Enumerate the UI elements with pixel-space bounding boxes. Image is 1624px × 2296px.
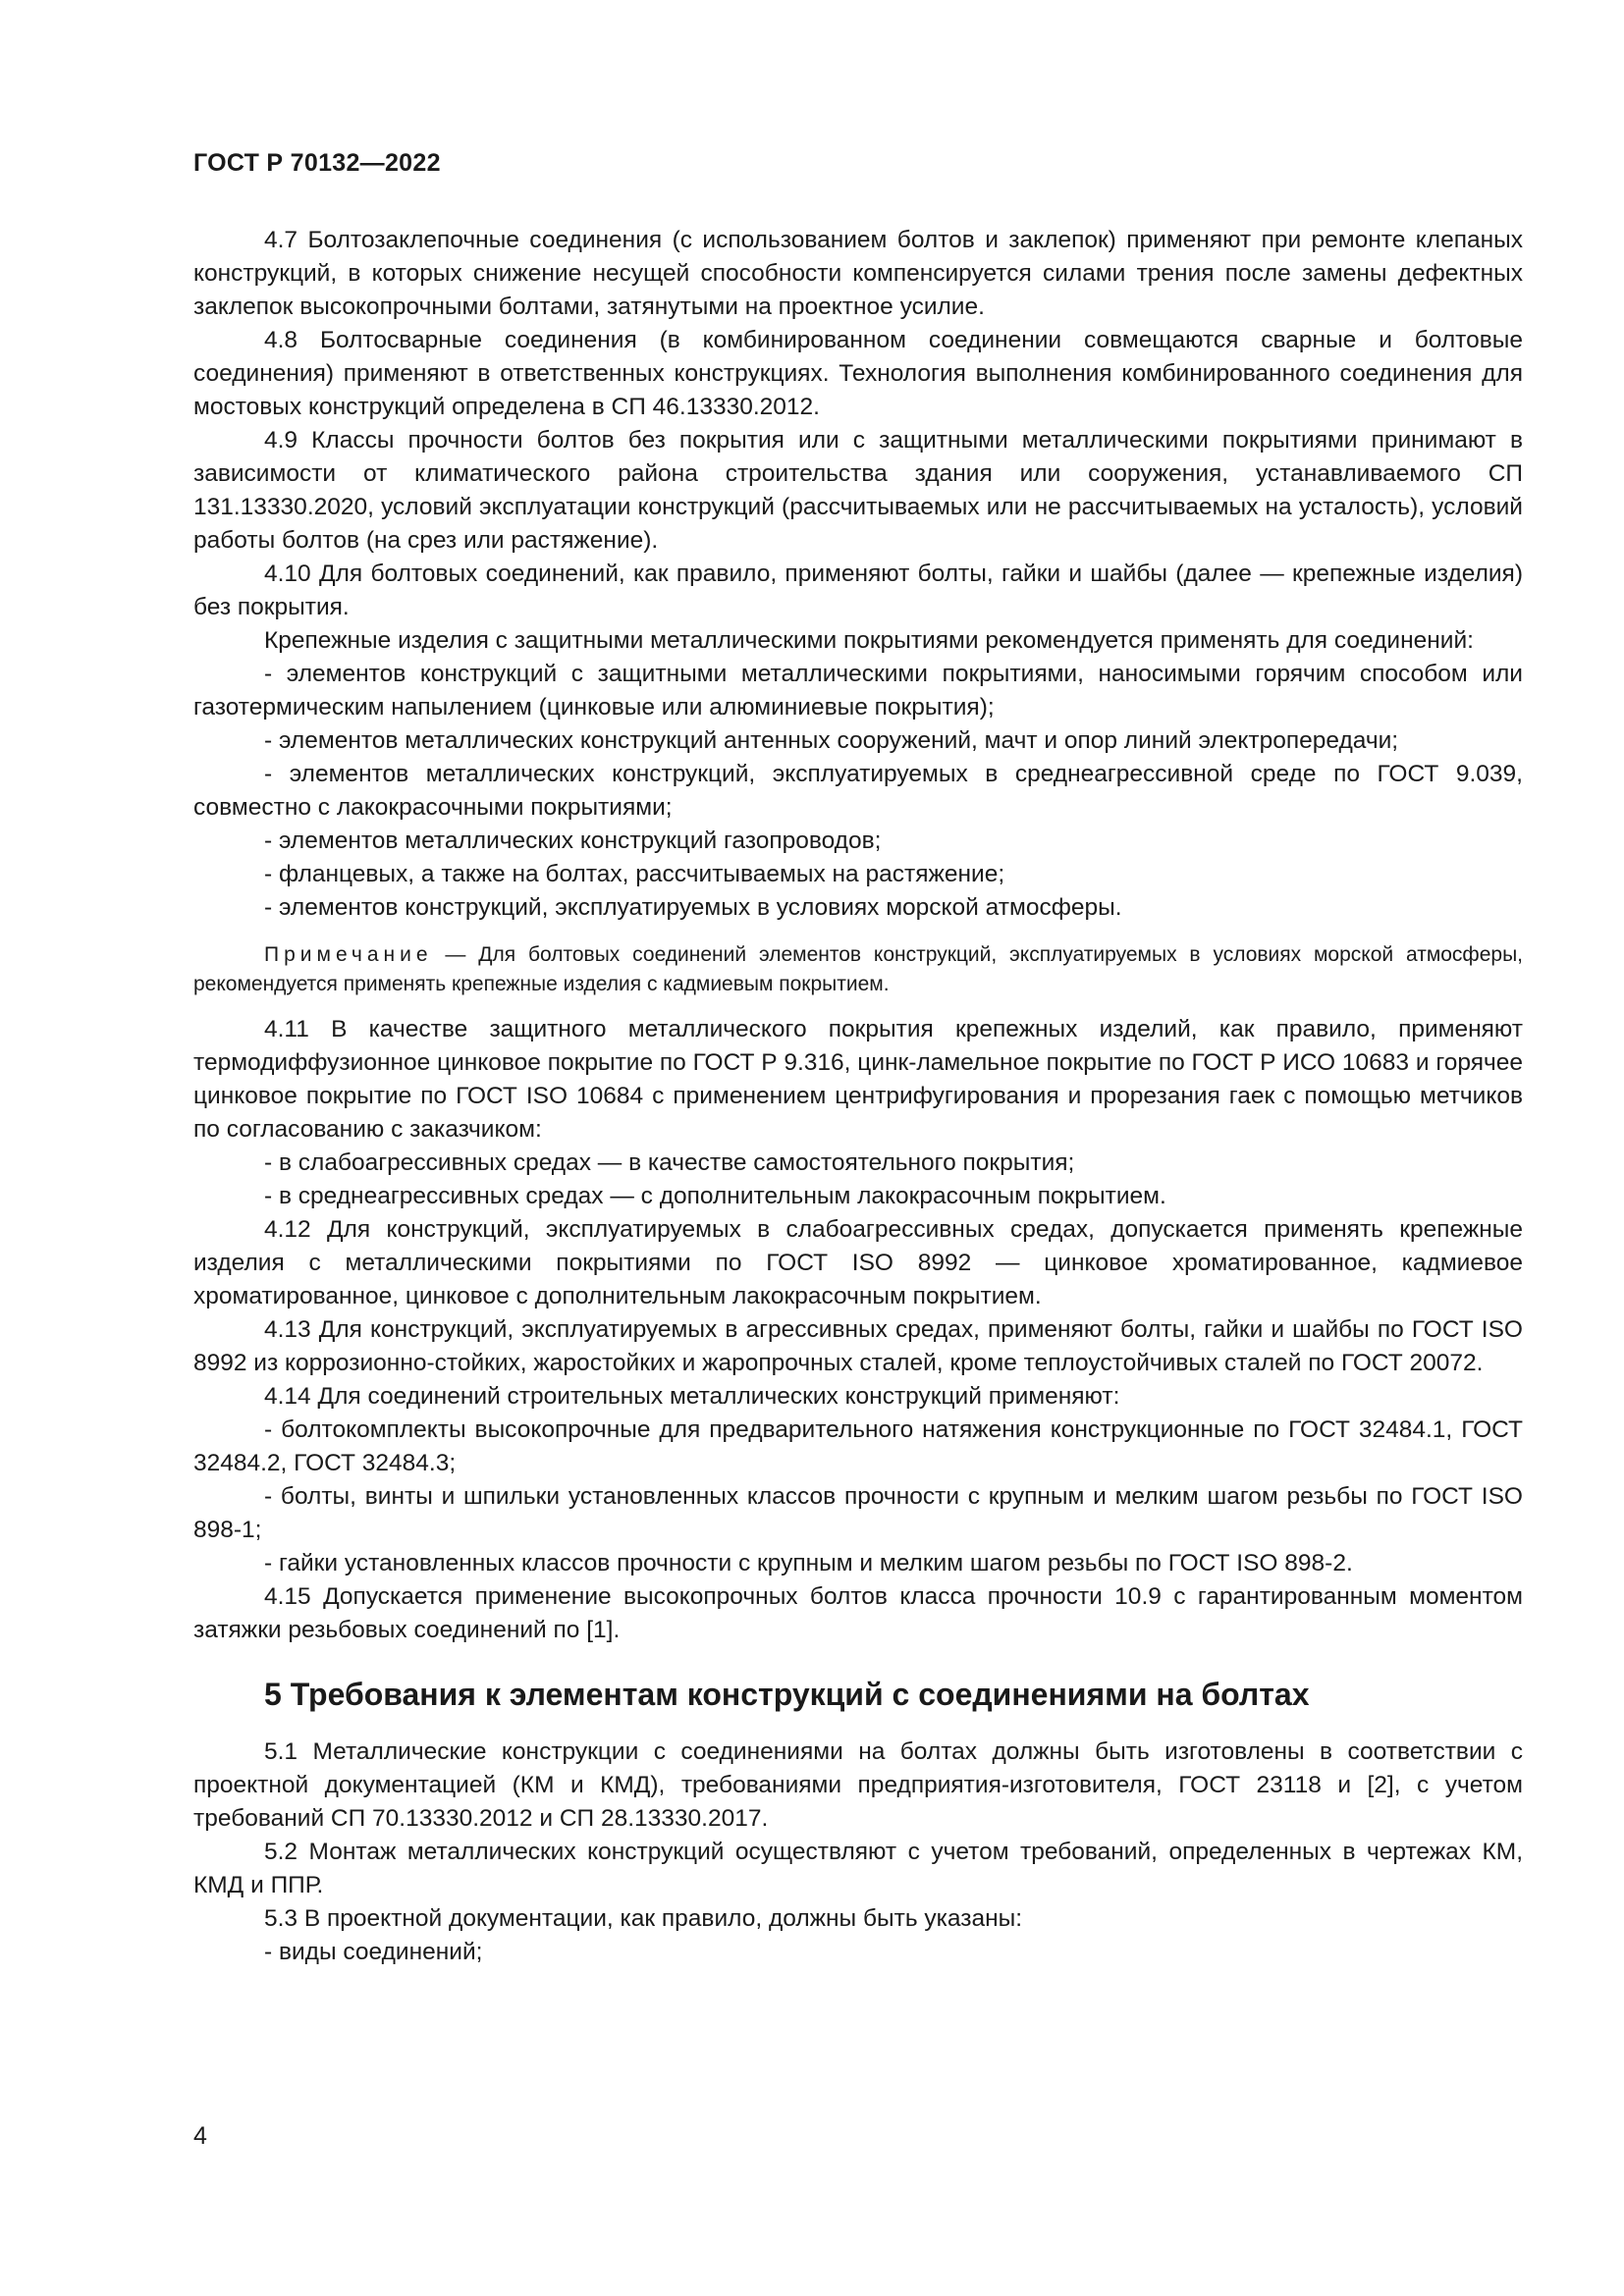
note [193,940,1523,999]
list-item: - болтокомплекты высокопрочные для предварительного натяжения конструкционные по ГОСТ 32484.1, ГОСТ 32484.2, ГОСТ 32484.3; [193,1416,1523,1476]
list-item: - в слабоагрессивных средах — в качестве самостоятельного покрытия; [264,1149,1075,1176]
list-item: - элементов металлических конструкций газопроводов; [264,828,882,854]
paragraph-4-12: 4.12 Для конструкций, эксплуатируемых в слабоагрессивных средах, допускается применять крепежные изделия с металлическими покрытиями по ГОСТ ISO 8992 — цинковое хроматированное, кадмиевое хроматированное, цинковое с дополнительным лакокрасочным покрытием. [193,1216,1523,1309]
paragraph-4-11: 4.11 В качестве защитного металлического покрытия крепежных изделий, как правило, применяют термодиффузионное цинковое покрытие по ГОСТ Р 9.316, цинк-ламельное покрытие по ГОСТ Р ИСО 10683 и горячее цинковое покрытие по ГОСТ ISO 10684 с применением центрифугирования и прорезания гаек с помощью метчиков по согласованию с заказчиком: [193,1016,1523,1143]
paragraph-4-9: 4.9 Классы прочности болтов без покрытия или с защитными металлическими покрытиями принимают в зависимости от климатического района строительства здания или сооружения, устанавливаемого СП 131.13330.2020, условий эксплуатации конструкций (рассчитываемых или не рассчитываемых на усталость), условий работы болтов (на срез или растяжение). [193,427,1523,554]
paragraph-4-15: 4.15 Допускается применение высокопрочных болтов класса прочности 10.9 с гарантированным моментом затяжки резьбовых соединений по [1]. [193,1583,1523,1643]
section-5-title: 5 Требования к элементам конструкций с соединениями на болтах [264,1677,1310,1712]
page-number: 4 [193,2122,207,2150]
list-item: - элементов конструкций с защитными металлическими покрытиями, наносимыми горячим способом или газотермическим напылением (цинковые или алюминиевые покрытия); [193,661,1523,721]
paragraph-4-14: 4.14 Для соединений строительных металлических конструкций применяют: [264,1383,1120,1410]
paragraph-5-2: 5.2 Монтаж металлических конструкций осуществляют с учетом требований, определенных в чертежах КМ, КМД и ППР. [193,1839,1523,1898]
document-header: ГОСТ Р 70132—2022 [193,149,441,177]
list-item: - элементов конструкций, эксплуатируемых в условиях морской атмосферы. [264,894,1122,921]
list-item: - болты, винты и шпильки установленных классов прочности с крупным и мелким шагом резьбы по ГОСТ ISO 898-1; [193,1483,1523,1543]
note-label: Примечание [264,943,433,966]
paragraph-4-10: 4.10 Для болтовых соединений, как правило, применяют болты, гайки и шайбы (далее — крепежные изделия) без покрытия. [193,561,1523,620]
paragraph-4-7: 4.7 Болтозаклепочные соединения (с использованием болтов и заклепок) применяют при ремонте клепаных конструкций, в которых снижение несущей способности компенсируется силами трения после замены дефектных заклепок высокопрочными болтами, затянутыми на проектное усилие. [193,227,1523,320]
list-item: - в среднеагрессивных средах — с дополнительным лакокрасочным покрытием. [264,1183,1166,1209]
list-item: - элементов металлических конструкций антенных сооружений, мачт и опор линий электропередачи; [264,727,1399,754]
paragraph-4-13: 4.13 Для конструкций, эксплуатируемых в агрессивных средах, применяют болты, гайки и шайбы по ГОСТ ISO 8992 из коррозионно-стойких, жаростойких и жаропрочных сталей, кроме теплоустойчивых сталей по ГОСТ 20072. [193,1316,1523,1376]
paragraph-4-10-intro: Крепежные изделия с защитными металлическими покрытиями рекомендуется применять для соединений: [264,627,1474,654]
paragraph-4-8: 4.8 Болтосварные соединения (в комбинированном соединении совмещаются сварные и болтовые соединения) применяют в ответственных конструкциях. Технология выполнения комбинированного соединения для мостовых конструкций определена в СП 46.13330.2012. [193,327,1523,420]
list-item: - виды соединений; [264,1939,483,1965]
list-item: - элементов металлических конструкций, эксплуатируемых в среднеагрессивной среде по ГОСТ 9.039, совместно с лакокрасочными покрытиями; [193,761,1523,821]
list-item: - фланцевых, а также на болтах, рассчитываемых на растяжение; [264,861,1005,887]
paragraph-5-1: 5.1 Металлические конструкции с соединениями на болтах должны быть изготовлены в соответствии с проектной документацией (КМ и КМД), требованиями предприятия-изготовителя, ГОСТ 23118 и [2], с учетом требований СП 70.13330.2012 и СП 28.13330.2017. [193,1738,1523,1832]
document-body [193,224,1523,1969]
note-text: — Для болтовых соединений элементов конструкций, эксплуатируемых в условиях морской атмосферы, рекомендуется применять крепежные изделия с кадмиевым покрытием. [193,943,1523,995]
list-item: - гайки установленных классов прочности с крупным и мелким шагом резьбы по ГОСТ ISO 898-2. [264,1550,1353,1576]
paragraph-5-3: 5.3 В проектной документации, как правило, должны быть указаны: [264,1905,1023,1932]
